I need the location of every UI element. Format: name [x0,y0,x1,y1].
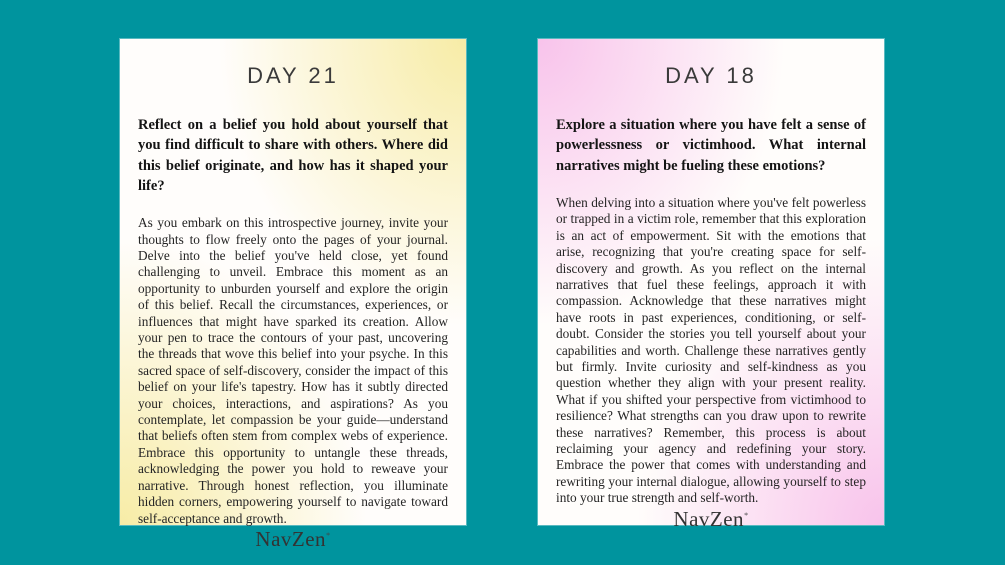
day-label: DAY 18 [665,63,757,88]
brand-name: NavZen [673,506,745,531]
journal-body-text: As you embark on this introspective journey, invite your thoughts to flow freely onto the pages of your journal. Delve into the belief you've held close, yet found challenging to unveil. Embrace this moment as an opportunity to unburden yourself and explore the origin of this belief. Recall the circumstances, experiences, or influences that might have sparked its creation. Allow your pen to trace the contours of your past, uncovering the threads that wove this belief into your psyche. In this sacred space of self-discovery, consider the impact of this belief on your life's tapestry. How has it subtly directed your choices, interactions, and aspirations? As you contemplate, let compassion be your guide—understand that beliefs often stem from complex webs of experience. Embrace this opportunity to untangle these threads, acknowledging the power you hold to reweave your narrative. Through honest reflection, you illuminate hidden corners, empowering yourself to navigate toward self-acceptance and growth. [138,215,448,526]
journal-card-day-18 [538,39,884,531]
journal-body-text: When delving into a situation where you've felt powerless or trapped in a victim role, remember that this exploration is an act of empowerment. Sit with the emotions that arise, recognizing that you're creating space for self-discovery and growth. As you reflect on the internal narratives that fuel these feelings, approach it with compassion. Acknowledge that these narratives might have roots in past experiences, conditioning, or self-doubt. Consider the stories you tell yourself about your capabilities and worth. Challenge these narratives gently but firmly. Invite curiosity and self-kindness as you question whether they align with your present reality. What if you shifted your perspective from victimhood to resilience? What strengths can you draw upon to rewrite these narratives? Remember, this process is about reclaiming your agency and redefining your story. Embrace the power that comes with understanding and rewriting your internal dialogue, allowing yourself to step into your true strength and self-worth. [556,194,866,506]
brand-logo [556,507,866,534]
brand-logo [138,527,448,554]
brand-mark-icon: * [326,530,331,540]
journal-card-day-21 [120,39,466,551]
brand-name: NavZen [255,526,327,551]
prompt-text: Explore a situation where you have felt a sense of powerlessness or victimhood. What internal narratives might be fueling these emotions? [556,117,866,174]
prompt-text: Reflect on a belief you hold about yourself that you find difficult to share with others. Where did this belief originate, and how has it shaped your life? [138,117,448,194]
brand-mark-icon: * [744,510,749,520]
day-label: DAY 21 [247,63,339,88]
